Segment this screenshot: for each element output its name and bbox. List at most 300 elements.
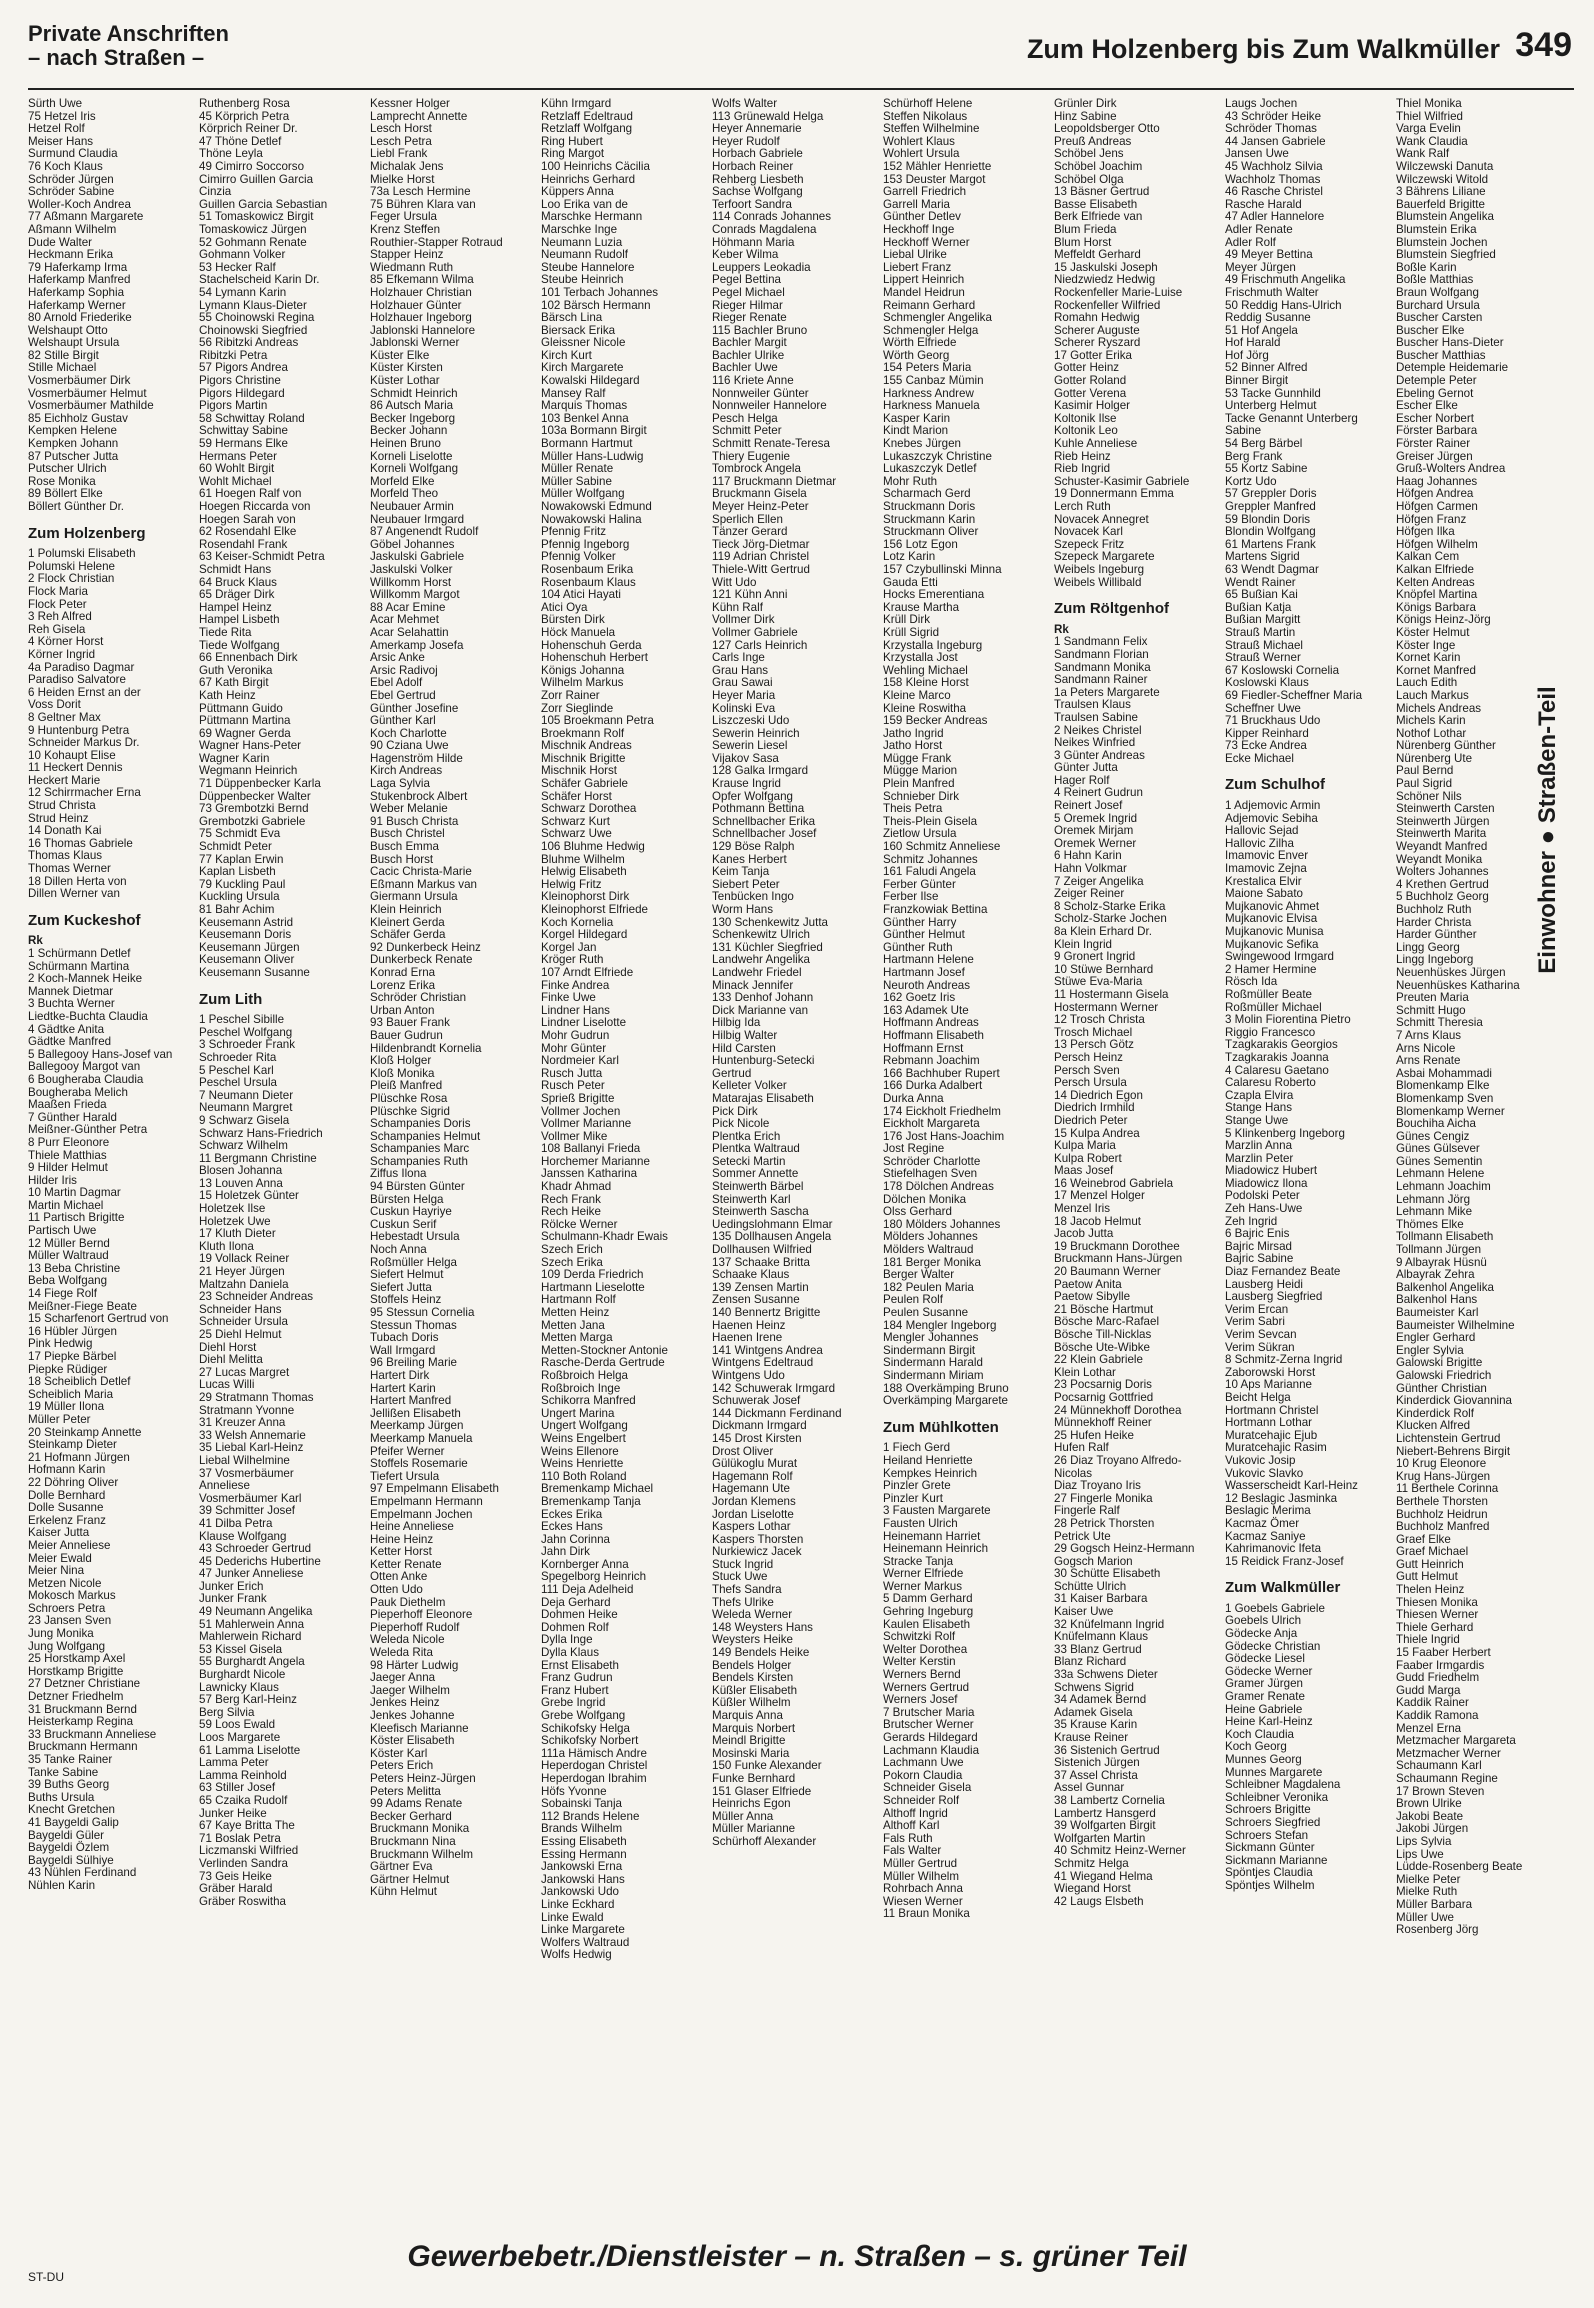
column-8: [1225, 98, 1383, 2220]
resident-entry: Weyandt Monika: [1396, 852, 1483, 866]
resident-entry: Deja Gerhard: [541, 1595, 611, 1609]
resident-entry: Marschke Hermann: [541, 210, 643, 224]
resident-entry: Busch Horst: [370, 852, 434, 866]
resident-entry: 73a Lesch Hermine: [370, 185, 471, 199]
resident-entry: Scholz-Starke Jochen: [1054, 912, 1167, 926]
resident-entry: Engler Sylvia: [1396, 1343, 1464, 1357]
resident-entry: Wolfgarten Martin: [1054, 1831, 1146, 1845]
resident-entry: Dollhausen Wilfried: [712, 1243, 812, 1257]
resident-entry: Piepke Rüdiger: [28, 1362, 108, 1376]
resident-entry: Heinrichs Gerhard: [541, 172, 636, 186]
resident-entry: Hagenström Hilde: [370, 751, 463, 765]
resident-entry: Heine Heinz: [370, 1532, 434, 1546]
resident-entry: Lausberg Heidi: [1225, 1277, 1303, 1291]
resident-entry: 54 Lymann Karin: [199, 285, 287, 299]
resident-entry: Szepeck Fritz: [1054, 537, 1125, 551]
resident-entry: 159 Becker Andreas: [883, 714, 988, 728]
resident-entry: 41 Dilba Petra: [199, 1516, 273, 1530]
resident-entry: 22 Döhring Oliver: [28, 1475, 119, 1489]
resident-entry: 71 Bruckhaus Udo: [1225, 714, 1321, 728]
resident-entry: 76 Koch Klaus: [28, 159, 103, 173]
resident-entry: Liebert Franz: [883, 260, 952, 274]
resident-entry: Köster Helmut: [1396, 625, 1470, 639]
resident-entry: Wiegand Horst: [1054, 1882, 1131, 1896]
resident-entry: Schnellbacher Josef: [712, 827, 817, 841]
street-heading: Zum Schulhof: [1225, 776, 1325, 794]
resident-entry: Niedzwiedz Hedwig: [1054, 273, 1156, 287]
resident-entry: Schmidt Peter: [199, 840, 272, 854]
resident-entry: 25 Horstkamp Axel: [28, 1652, 126, 1666]
resident-entry: Schikofsky Norbert: [541, 1734, 639, 1748]
resident-entry: 33a Schwens Dieter: [1054, 1668, 1158, 1682]
resident-entry: Rasche Harald: [1225, 197, 1302, 211]
resident-entry: Müller Barbara: [1396, 1897, 1473, 1911]
resident-entry: 51 Hof Angela: [1225, 323, 1298, 337]
resident-entry: 1 Peschel Sibille: [199, 1013, 285, 1027]
resident-entry: Steinwerth Carsten: [1396, 802, 1495, 816]
resident-entry: Szepeck Margarete: [1054, 550, 1155, 564]
resident-entry: Hild Carsten: [712, 1041, 776, 1055]
resident-entry: 63 Stiller Josef: [199, 1781, 276, 1795]
resident-entry: Meiser Hans: [28, 134, 94, 148]
resident-entry: Polumski Helene: [28, 559, 115, 573]
resident-entry: Grünler Dirk: [1054, 97, 1117, 110]
resident-entry: 13 Persch Götz: [1054, 1038, 1134, 1052]
resident-entry: Schwarz Kurt: [541, 814, 610, 828]
resident-entry: Kelten Andreas: [1396, 575, 1475, 589]
resident-entry: Nürenberg Günther: [1396, 739, 1496, 753]
resident-entry: Köster Elisabeth: [370, 1734, 455, 1748]
resident-entry: Blosen Johanna: [199, 1164, 283, 1178]
resident-entry: Hallovic Sejad: [1225, 824, 1299, 838]
resident-entry: Thiel Wilfried: [1396, 109, 1463, 123]
resident-entry: Roßmüller Helga: [370, 1255, 457, 1269]
resident-entry: Worm Hans: [712, 903, 773, 916]
resident-entry: Thiesen Monika: [1396, 1595, 1478, 1609]
resident-entry: Pfennig Fritz: [541, 525, 607, 539]
resident-entry: 43 Schroeder Gertrud: [199, 1542, 312, 1556]
resident-entry: Lukaszczyk Detlef: [883, 462, 977, 476]
resident-entry: Sprieß Brigitte: [541, 1091, 615, 1105]
resident-entry: Hof Harald: [1225, 336, 1281, 350]
resident-entry: 14 Diedrich Egon: [1054, 1088, 1143, 1102]
resident-entry: Schöner Nils: [1396, 789, 1462, 803]
resident-entry: Kasimir Holger: [1054, 399, 1131, 413]
resident-entry: Kleinophorst Dirk: [541, 890, 630, 904]
address-columns: [28, 97, 1523, 2220]
resident-entry: Heinrichs Egon: [712, 1797, 791, 1811]
resident-entry: Witt Udo: [712, 575, 757, 589]
resident-entry: Bachler Ulrike: [712, 348, 785, 362]
resident-entry: 80 Arnold Friederike: [28, 311, 132, 325]
resident-entry: Schroers Brigitte: [1225, 1803, 1311, 1817]
resident-entry: Hampel Lisbeth: [199, 613, 280, 627]
resident-entry: 47 Thöne Detlef: [199, 134, 282, 148]
resident-entry: Ruthenberg Rosa: [199, 97, 290, 110]
resident-entry: Bluhme Wilhelm: [541, 852, 625, 866]
resident-entry: Calaresu Roberto: [1225, 1076, 1316, 1090]
resident-entry: Schröder Christian: [370, 991, 467, 1005]
resident-entry: Brutscher Werner: [883, 1718, 974, 1732]
resident-entry: Pigors Martin: [199, 399, 268, 413]
resident-entry: Schwens Sigrid: [1054, 1680, 1134, 1694]
resident-entry: 141 Wintgens Andrea: [712, 1343, 823, 1357]
resident-entry: Welshaupt Otto: [28, 323, 108, 337]
resident-entry: Sewerin Heinrich: [712, 726, 800, 740]
resident-entry: 3 Bährens Liliane: [1396, 185, 1486, 199]
resident-entry: 10 Krug Eleonore: [1396, 1457, 1487, 1471]
resident-entry: Sandmann Monika: [1054, 660, 1151, 674]
resident-entry: Harkness Manuela: [883, 399, 980, 413]
resident-entry: Rösch Ida: [1225, 975, 1278, 989]
resident-entry: Schnellbacher Erika: [712, 814, 816, 828]
resident-entry: Escher Elke: [1396, 399, 1458, 413]
resident-entry: Thöne Leyla: [199, 147, 263, 161]
resident-entry: Pegel Michael: [712, 285, 785, 299]
resident-entry: 7 Brutscher Maria: [883, 1705, 975, 1719]
resident-entry: Surmund Claudia: [28, 147, 118, 161]
resident-entry: 23 Pocsarnig Doris: [1054, 1378, 1152, 1392]
resident-entry: Adler Rolf: [1225, 235, 1276, 249]
resident-entry: Mosinski Maria: [712, 1746, 790, 1760]
resident-entry: Menzel Iris: [1054, 1202, 1111, 1216]
resident-entry: Kaspers Lothar: [712, 1520, 791, 1534]
resident-entry: Zeh Hans-Uwe: [1225, 1202, 1303, 1216]
resident-entry: Heine Anneliese: [370, 1520, 454, 1534]
resident-entry: Blumstein Angelika: [1396, 210, 1494, 224]
resident-entry: Junker Heike: [199, 1806, 267, 1820]
resident-entry: Retzlaff Edeltraud: [541, 109, 633, 123]
resident-entry: Lips Sylvia: [1396, 1834, 1452, 1848]
resident-entry: 63 Wendt Dagmar: [1225, 562, 1319, 576]
resident-entry: Schroers Stefan: [1225, 1828, 1309, 1842]
resident-entry: Zorr Sieglinde: [541, 701, 614, 715]
resident-entry: Krause Reiner: [1054, 1731, 1129, 1744]
resident-entry: Stessun Thomas: [370, 1318, 457, 1332]
resident-entry: Schampanies Helmut: [370, 1129, 481, 1143]
resident-entry: Gleissner Nicole: [541, 336, 626, 350]
resident-entry: 73 Geis Heike: [199, 1869, 272, 1883]
resident-entry: Greiser Jürgen: [1396, 449, 1473, 463]
resident-entry: Schaake Klaus: [712, 1268, 790, 1282]
resident-entry: Pick Dirk: [712, 1104, 758, 1118]
resident-entry: Hof Jörg: [1225, 348, 1269, 362]
resident-entry: 33 Bruckmann Anneliese: [28, 1727, 157, 1741]
resident-entry: Jordan Liselotte: [712, 1507, 794, 1521]
resident-entry: Thömes Elke: [1396, 1217, 1464, 1231]
resident-entry: Lamma Reinhold: [199, 1768, 287, 1782]
resident-entry: Wilhelm Markus: [541, 676, 624, 690]
resident-entry: Neubauer Irmgard: [370, 512, 465, 526]
resident-entry: Krenz Steffen: [370, 222, 441, 236]
resident-entry: 11 Heckert Dennis: [28, 761, 123, 775]
resident-entry: 28 Petrick Thorsten: [1054, 1516, 1155, 1530]
resident-entry: Stoffels Heinz: [370, 1293, 442, 1307]
resident-entry: Heinemann Heinrich: [883, 1542, 989, 1556]
resident-entry: Otten Anke: [370, 1570, 428, 1584]
resident-entry: Sürth Uwe: [28, 97, 83, 110]
resident-entry: 91 Busch Christa: [370, 814, 459, 828]
resident-entry: 27 Fingerle Monika: [1054, 1491, 1153, 1505]
resident-entry: Mügge Marion: [883, 764, 958, 778]
resident-entry: Lehmann Joachim: [1396, 1180, 1491, 1194]
resident-entry: Cimirro Guillen Garcia: [199, 172, 314, 186]
resident-entry: Meerkamp Manuela: [370, 1431, 473, 1445]
resident-entry: 29 Stratmann Thomas: [199, 1390, 314, 1404]
resident-entry: Kluth Ilona: [199, 1239, 254, 1253]
resident-entry: Fals Ruth: [883, 1831, 933, 1845]
resident-entry: 86 Autsch Maria: [370, 399, 454, 413]
resident-entry: Struckmann Oliver: [883, 525, 979, 539]
resident-entry: Müller Gertrud: [883, 1856, 958, 1870]
resident-entry: Küßler Elisabeth: [712, 1683, 798, 1697]
resident-entry: Berthele Thorsten: [1396, 1494, 1488, 1508]
resident-entry: Sindermann Miriam: [883, 1368, 984, 1382]
resident-entry: 144 Dickmann Ferdinand: [712, 1406, 842, 1420]
resident-entry: Wolfers Waltraud: [541, 1935, 630, 1949]
resident-entry: 3 Molin Fiorentina Pietro: [1225, 1013, 1351, 1027]
resident-entry: Schwarz Uwe: [541, 827, 612, 841]
resident-entry: 1 Sandmann Felix: [1054, 635, 1148, 649]
resident-entry: Becker Gerhard: [370, 1809, 452, 1823]
resident-entry: Gödecke Christian: [1225, 1639, 1321, 1653]
resident-entry: 166 Bachhuber Rupert: [883, 1066, 1000, 1080]
resident-entry: Jankowski Erna: [541, 1860, 623, 1874]
resident-entry: Schäfer Gerda: [370, 928, 446, 942]
resident-entry: Schütte Ulrich: [1054, 1579, 1127, 1593]
resident-entry: Bendels Kirsten: [712, 1671, 794, 1685]
resident-entry: Miadowicz Hubert: [1225, 1164, 1318, 1178]
resident-entry: Holzhauer Ingeborg: [370, 311, 472, 325]
resident-entry: Tacke Genannt Unterberg: [1225, 411, 1358, 425]
resident-entry: Metzmacher Margareta: [1396, 1734, 1516, 1748]
resident-entry: Guillen Garcia Sebastian: [199, 197, 328, 211]
resident-entry: 33 Blanz Gertrud: [1054, 1642, 1142, 1656]
resident-entry: Stukenbrock Albert: [370, 789, 468, 803]
resident-entry: Huntenburg-Setecki: [712, 1054, 815, 1068]
resident-entry: Urban Anton: [370, 1003, 435, 1017]
resident-entry: Klein Ingrid: [1054, 937, 1113, 951]
resident-entry: 105 Broekmann Petra: [541, 714, 654, 728]
resident-entry: Empelmann Hermann: [370, 1494, 483, 1508]
resident-entry: Bachler Uwe: [712, 361, 778, 375]
resident-entry: Buscher Hans-Dieter: [1396, 336, 1504, 350]
resident-entry: Marzlin Anna: [1225, 1139, 1293, 1153]
resident-entry: Bougheraba Melich: [28, 1085, 128, 1099]
resident-entry: Thiele Ingrid: [1396, 1633, 1460, 1647]
resident-entry: Imamovic Zejna: [1225, 862, 1307, 876]
resident-entry: Kaiser Jutta: [28, 1526, 90, 1540]
resident-entry: Jenkes Heinz: [370, 1696, 440, 1710]
resident-entry: Wank Ralf: [1396, 147, 1450, 161]
resident-entry: 140 Bennertz Brigitte: [712, 1306, 821, 1319]
resident-entry: Heyer Maria: [712, 688, 776, 702]
resident-entry: Oremek Werner: [1054, 836, 1137, 850]
resident-entry: Kinderdick Rolf: [1396, 1406, 1474, 1420]
resident-entry: Nowakowski Halina: [541, 512, 642, 526]
resident-entry: 89 Böllert Elke: [28, 487, 103, 501]
resident-entry: 12 Trosch Christa: [1054, 1013, 1145, 1027]
resident-entry: Steinwerth Bärbel: [712, 1180, 804, 1194]
resident-entry: Müller Sabine: [541, 474, 612, 488]
resident-entry: Kindt Marion: [883, 424, 949, 438]
resident-entry: Wehling Michael: [883, 663, 968, 677]
resident-entry: Knüfelmann Klaus: [1054, 1630, 1149, 1644]
column-4: [541, 98, 699, 2220]
resident-entry: Liczmanski Wilfried: [199, 1844, 299, 1858]
resident-entry: Adamek Gisela: [1054, 1705, 1133, 1719]
resident-entry: Gauda Etti: [883, 575, 938, 589]
resident-entry: Harder Christa: [1396, 915, 1472, 929]
resident-entry: Ring Hubert: [541, 134, 603, 148]
column-9: [1396, 98, 1554, 2220]
resident-entry: Lesch Petra: [370, 134, 432, 148]
resident-entry: 12 Beslagic Jasminka: [1225, 1491, 1338, 1505]
resident-entry: Schnieber Dirk: [883, 789, 960, 803]
resident-entry: 8 Geltner Max: [28, 710, 101, 724]
resident-entry: Vukovic Slavko: [1225, 1466, 1304, 1480]
resident-entry: 6 Bougheraba Claudia: [28, 1072, 144, 1086]
resident-entry: Köster Inge: [1396, 638, 1456, 652]
resident-entry: 77 Kaplan Erwin: [199, 852, 284, 866]
resident-entry: 39 Schmitter Josef: [199, 1504, 296, 1518]
footer-banner: Gewerbebetr./Dienstleister – n. Straßen – s. grüner Teil: [407, 2240, 1187, 2273]
resident-entry: Lotz Karin: [883, 550, 936, 564]
resident-entry: Mansey Ralf: [541, 386, 606, 400]
resident-entry: Essing Hermann: [541, 1847, 627, 1861]
resident-entry: Hilbig Ida: [712, 1016, 761, 1030]
resident-entry: 10 Martin Dagmar: [28, 1186, 121, 1200]
column-1: [28, 98, 186, 2220]
resident-entry: 98 Härter Ludwig: [370, 1658, 459, 1672]
resident-entry: 111 Deja Adelheid: [541, 1583, 634, 1597]
resident-entry: Feger Ursula: [370, 210, 438, 224]
resident-entry: Krüll Sigrid: [883, 625, 940, 639]
resident-entry: 10 Stüwe Bernhard: [1054, 962, 1154, 976]
resident-entry: Dylla Inge: [541, 1633, 593, 1647]
resident-entry: Wasserscheidt Karl-Heinz: [1225, 1479, 1358, 1493]
resident-entry: Schröder Thomas: [1225, 122, 1317, 136]
resident-entry: Mielke Peter: [1396, 1872, 1461, 1886]
resident-entry: Flock Maria: [28, 584, 88, 598]
resident-entry: Meyer Heinz-Peter: [712, 500, 809, 513]
resident-entry: Rohrbach Anna: [883, 1882, 963, 1896]
resident-entry: 13 Bäsner Gertrud: [1054, 185, 1150, 199]
resident-entry: Jacob Jutta: [1054, 1227, 1114, 1241]
resident-entry: Hampel Heinz: [199, 600, 272, 614]
resident-entry: Heyer Annemarie: [712, 122, 802, 136]
resident-entry: Gotter Verena: [1054, 386, 1127, 400]
resident-entry: Haag Johannes: [1396, 474, 1478, 488]
resident-entry: Steube Hannelore: [541, 260, 635, 274]
resident-entry: 1 Goebels Gabriele: [1225, 1601, 1325, 1615]
resident-entry: Lukaszczyk Christine: [883, 449, 992, 463]
resident-entry: Mölders Johannes: [883, 1230, 978, 1244]
resident-entry: Galowski Friedrich: [1396, 1368, 1492, 1382]
resident-entry: Arsic Radivoj: [370, 663, 438, 677]
resident-entry: Schenkewitz Ulrich: [712, 928, 810, 942]
resident-entry: Hortmann Lothar: [1225, 1416, 1312, 1430]
resident-entry: Stracke Tanja: [883, 1554, 954, 1568]
resident-entry: Jordan Klemens: [712, 1494, 796, 1508]
resident-entry: Lindner Liselotte: [541, 1016, 627, 1030]
resident-entry: 42 Laugs Elsbeth: [1054, 1894, 1144, 1908]
resident-entry: Schwarz Dorothea: [541, 802, 637, 816]
resident-entry: Neubauer Armin: [370, 500, 454, 513]
resident-entry: 155 Canbaz Mümin: [883, 374, 984, 388]
resident-entry: Miadowicz Ilona: [1225, 1176, 1308, 1190]
resident-entry: Körprich Reiner Dr.: [199, 122, 298, 136]
resident-entry: 56 Ribitzki Andreas: [199, 336, 299, 350]
resident-entry: Lingg Georg: [1396, 940, 1460, 954]
resident-entry: Diehl Melitta: [199, 1353, 263, 1367]
resident-entry: 55 Kortz Sabine: [1225, 462, 1308, 476]
resident-entry: Mohr Günter: [541, 1041, 607, 1055]
resident-entry: Lippert Heinrich: [883, 273, 965, 287]
resident-entry: Giermann Ursula: [370, 890, 458, 904]
resident-entry: Pieperhoff Eleonore: [370, 1608, 473, 1622]
resident-entry: Paetow Anita: [1054, 1277, 1122, 1291]
resident-entry: 43 Schröder Heike: [1225, 109, 1322, 123]
street-heading: Zum Mühlkotten: [883, 1418, 999, 1436]
resident-entry: 111a Hämisch Andre: [541, 1746, 647, 1760]
resident-entry: 13 Louven Anna: [199, 1176, 283, 1190]
resident-entry: Berger Walter: [883, 1268, 955, 1282]
resident-entry: 35 Tanke Rainer: [28, 1753, 113, 1766]
resident-entry: Heine Gabriele: [1225, 1702, 1303, 1716]
resident-entry: 73 Grembotzki Bernd: [199, 802, 309, 816]
resident-entry: Meißner-Günther Petra: [28, 1123, 148, 1137]
resident-entry: Pieperhoff Rudolf: [370, 1620, 460, 1634]
resident-entry: Werners Bernd: [883, 1668, 961, 1682]
resident-entry: Günther Harry: [883, 915, 957, 929]
resident-entry: Kornberger Anna: [541, 1557, 629, 1571]
resident-entry: Schneider Markus Dr.: [28, 736, 140, 750]
resident-entry: Hortmann Christel: [1225, 1403, 1319, 1417]
resident-entry: 184 Mengler Ingeborg: [883, 1318, 997, 1332]
resident-entry: Becker Ingeborg: [370, 411, 456, 425]
resident-entry: Aßmann Wilhelm: [28, 222, 117, 236]
resident-entry: Klause Wolfgang: [199, 1529, 287, 1543]
resident-entry: Verim Sevcan: [1225, 1328, 1297, 1341]
resident-entry: Janssen Katharina: [541, 1167, 638, 1181]
resident-entry: Günes Gülsever: [1396, 1142, 1480, 1156]
resident-entry: Durka Anna: [883, 1091, 944, 1105]
resident-entry: 151 Glaser Elfriede: [712, 1784, 812, 1798]
resident-entry: Rosendahl Frank: [199, 537, 288, 551]
resident-entry: 9 Schwarz Gisela: [199, 1113, 290, 1127]
header-divider: [28, 88, 1574, 90]
resident-entry: 32 Knüfelmann Ingrid: [1054, 1617, 1165, 1631]
resident-entry: Novacek Karl: [1054, 525, 1123, 539]
resident-entry: 1 Adjemovic Armin: [1225, 799, 1321, 813]
resident-entry: 61 Hoegen Ralf von: [199, 487, 302, 501]
resident-entry: Lambertz Hansgerd: [1054, 1806, 1156, 1820]
resident-entry: Schroeder Rita: [199, 1050, 277, 1064]
resident-entry: Garrell Maria: [883, 197, 950, 211]
resident-entry: Berg Silvia: [199, 1705, 255, 1719]
resident-entry: Heckhoff Inge: [883, 222, 955, 236]
resident-entry: Vosmerbäumer Dirk: [28, 374, 131, 388]
resident-entry: Tiede Wolfgang: [199, 638, 280, 652]
resident-entry: Schneider Hans: [199, 1302, 282, 1316]
resident-entry: Nordmeier Karl: [541, 1054, 619, 1068]
resident-entry: Persch Sven: [1054, 1063, 1120, 1077]
resident-entry: Wiedmann Ruth: [370, 260, 454, 274]
resident-entry: Czapla Elvira: [1225, 1088, 1294, 1102]
resident-entry: Thiery Eugenie: [712, 449, 790, 463]
resident-entry: Holetzek Ilse: [199, 1202, 266, 1216]
